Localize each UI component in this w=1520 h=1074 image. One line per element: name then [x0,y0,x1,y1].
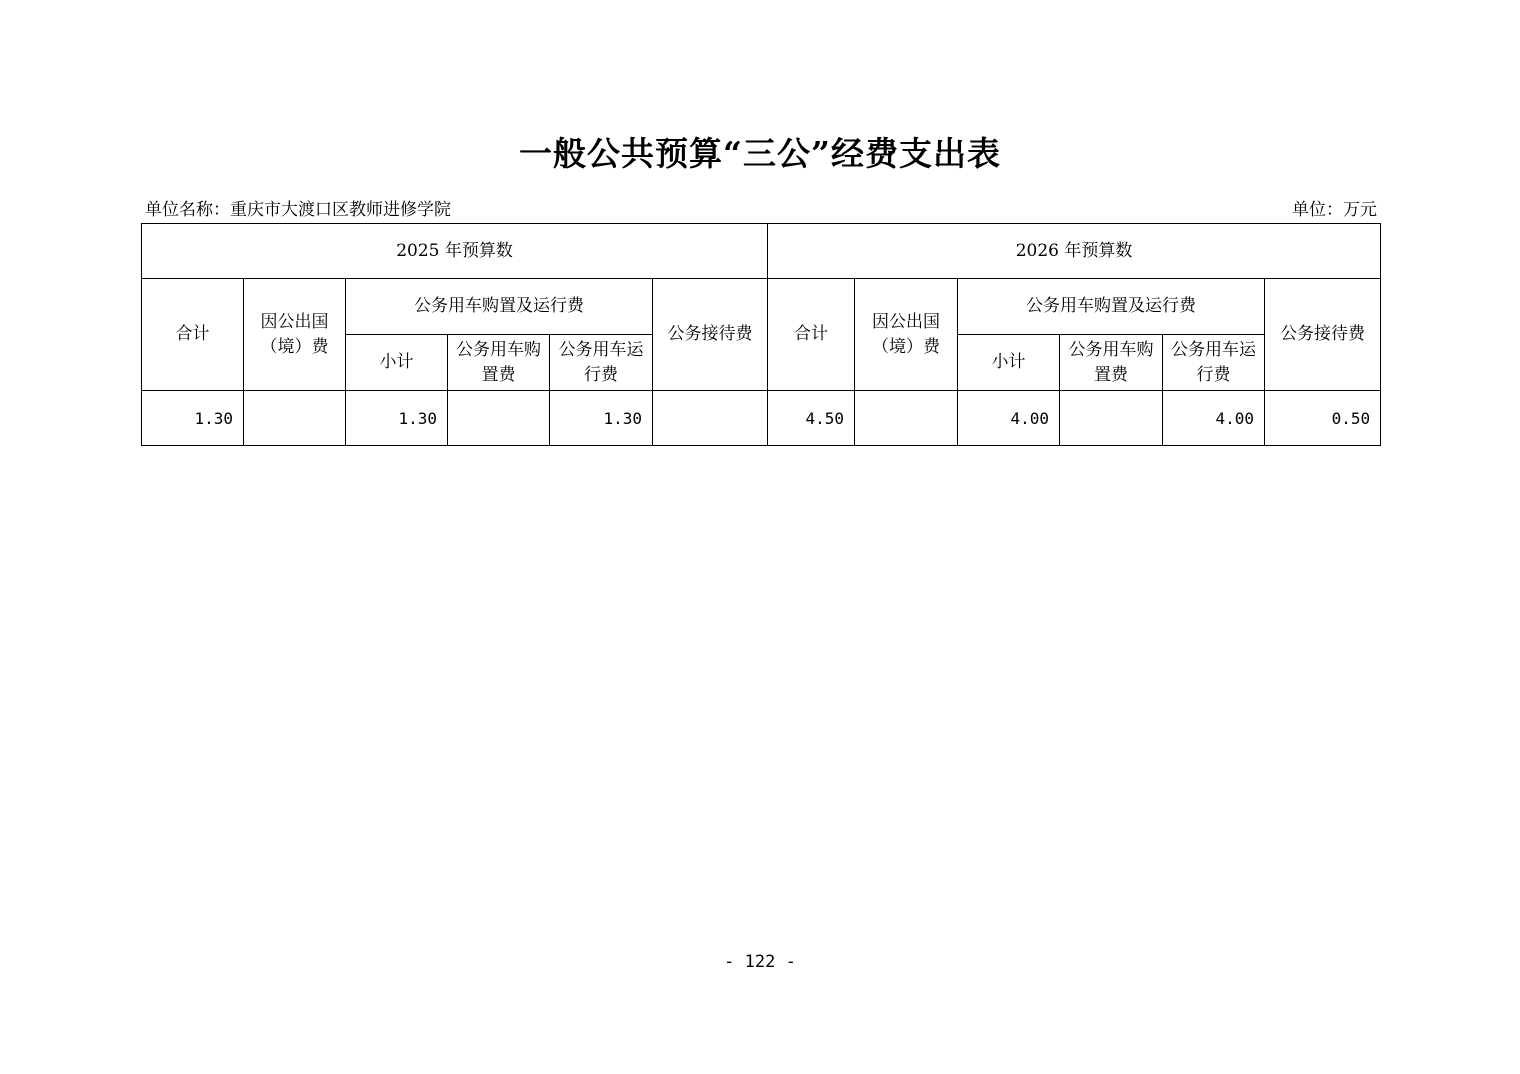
header-2025-total: 合计 [142,279,244,391]
cell-2026-purchase [1060,391,1163,446]
table-group-header-row [142,224,1381,279]
header-2025-budget: 2025 年预算数 [142,224,768,279]
page-number: - 122 - [724,952,796,972]
cell-2025-total: 1.30 [142,391,244,446]
header-2026-abroad: 因公出国（境）费 [855,279,958,391]
cell-2025-reception [653,391,768,446]
cell-2026-total: 4.50 [768,391,855,446]
header-2026-vehicle: 公务用车购置及运行费 [958,279,1265,335]
header-2025-operation: 公务用车运行费 [550,335,653,391]
header-2025-abroad: 因公出国（境）费 [244,279,346,391]
header-2026-purchase: 公务用车购置费 [1060,335,1163,391]
cell-2025-subtotal: 1.30 [346,391,448,446]
header-2025-purchase: 公务用车购置费 [448,335,550,391]
three-public-expenses-table [141,223,1381,446]
cell-2026-abroad [855,391,958,446]
header-2026-budget: 2026 年预算数 [768,224,1381,279]
cell-2026-reception: 0.50 [1265,391,1381,446]
header-2026-reception: 公务接待费 [1265,279,1381,391]
cell-2026-operation: 4.00 [1163,391,1265,446]
cell-2025-purchase [448,391,550,446]
header-2026-subtotal: 小计 [958,335,1060,391]
cell-2025-abroad [244,391,346,446]
header-2026-total: 合计 [768,279,855,391]
header-2025-subtotal: 小计 [346,335,448,391]
header-2025-reception: 公务接待费 [653,279,768,391]
header-2026-operation: 公务用车运行费 [1163,335,1265,391]
header-2025-vehicle: 公务用车购置及运行费 [346,279,653,335]
cell-2025-operation: 1.30 [550,391,653,446]
table-column-header-row [142,279,1381,335]
unit-measure-label: 单位：万元 [1292,200,1377,220]
table-row [142,391,1381,446]
document-title: 一般公共预算“三公”经费支出表 [519,134,1001,173]
unit-name-label: 单位名称：重庆市大渡口区教师进修学院 [145,200,451,220]
cell-2026-subtotal: 4.00 [958,391,1060,446]
